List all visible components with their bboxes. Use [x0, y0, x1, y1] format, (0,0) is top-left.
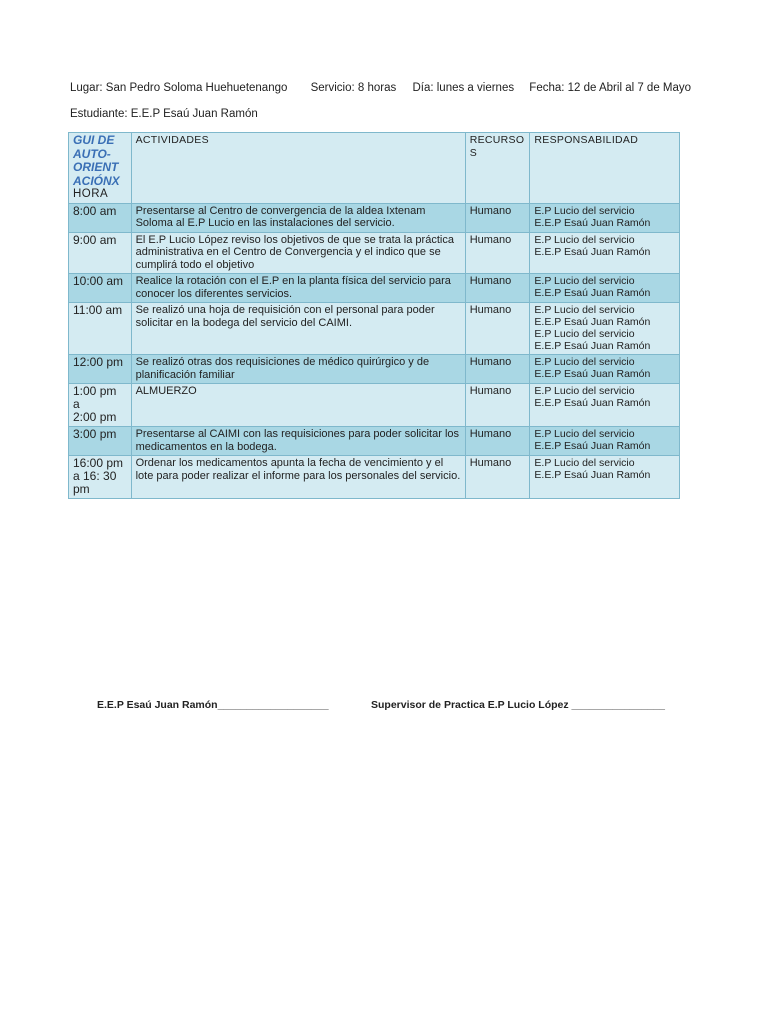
- schedule-table: [68, 132, 680, 499]
- responsabilidad-column-header: RESPONSABILIDAD: [530, 133, 680, 204]
- hora-cell: 10:00 am: [69, 274, 132, 303]
- recurso-cell: Humano: [465, 303, 530, 355]
- guide-title: GUI DE AUTO- ORIENT ACIÓNX: [73, 133, 120, 188]
- table-row: [69, 232, 680, 274]
- header-info-line: [70, 82, 691, 94]
- recursos-column-header: RECURSO S: [465, 133, 530, 204]
- responsabilidad-cell: E.P Lucio del servicio E.E.P Esaú Juan Ramón: [530, 203, 680, 232]
- actividad-cell: ALMUERZO: [131, 384, 465, 427]
- actividad-cell: Realice la rotación con el E.P en la planta física del servicio para conocer los diferentes servicios.: [131, 274, 465, 303]
- fecha-text: Fecha: 12 de Abril al 7 de Mayo: [529, 82, 692, 94]
- recurso-cell: Humano: [465, 203, 530, 232]
- recurso-cell: Humano: [465, 456, 530, 499]
- table-row: [69, 203, 680, 232]
- recurso-cell: Humano: [465, 427, 530, 456]
- table-row: [69, 456, 680, 499]
- responsabilidad-cell: E.P Lucio del servicio E.E.P Esaú Juan Ramón: [530, 456, 680, 499]
- recurso-cell: Humano: [465, 274, 530, 303]
- hora-cell: 9:00 am: [69, 232, 132, 274]
- hora-cell: 11:00 am: [69, 303, 132, 355]
- recurso-cell: Humano: [465, 355, 530, 384]
- table-row: [69, 384, 680, 427]
- actividad-cell: Se realizó una hoja de requisición con el personal para poder solicitar en la bodega del servicio del CAIMI.: [131, 303, 465, 355]
- responsabilidad-cell: E.P Lucio del servicio E.E.P Esaú Juan Ramón: [530, 427, 680, 456]
- actividad-cell: Ordenar los medicamentos apunta la fecha de vencimiento y el lote para poder realizar el informe para los personales del servicio.: [131, 456, 465, 499]
- table-header-row: [69, 133, 680, 204]
- responsabilidad-cell: E.P Lucio del servicio E.E.P Esaú Juan Ramón: [530, 355, 680, 384]
- responsabilidad-cell: E.P Lucio del servicio E.E.P Esaú Juan Ramón: [530, 384, 680, 427]
- hora-label: HORA: [73, 188, 109, 200]
- hora-cell: 1:00 pm a 2:00 pm: [69, 384, 132, 427]
- hora-cell: 12:00 pm: [69, 355, 132, 384]
- table-row: [69, 303, 680, 355]
- responsabilidad-cell: E.P Lucio del servicio E.E.P Esaú Juan Ramón: [530, 274, 680, 303]
- hora-cell: 16:00 pm a 16: 30 pm: [69, 456, 132, 499]
- hora-cell: 3:00 pm: [69, 427, 132, 456]
- lugar-text: Lugar: San Pedro Soloma Huehuetenango: [70, 82, 288, 94]
- hora-column-header: [69, 133, 132, 204]
- servicio-text: Servicio: 8 horas: [310, 82, 397, 94]
- estudiante-text: Estudiante: E.E.P Esaú Juan Ramón: [70, 108, 258, 120]
- actividad-cell: Se realizó otras dos requisiciones de médico quirúrgico y de planificación familiar: [131, 355, 465, 384]
- actividades-column-header: ACTIVIDADES: [131, 133, 465, 204]
- recurso-cell: Humano: [465, 384, 530, 427]
- actividad-cell: El E.P Lucio López reviso los objetivos de que se trata la práctica administrativa en el Centro de Convergencia y el indico que se cumplirá todo el objetivo: [131, 232, 465, 274]
- responsabilidad-cell: E.P Lucio del servicio E.E.P Esaú Juan Ramón E.P Lucio del servicio E.E.P Esaú Juan Ramón: [530, 303, 680, 355]
- actividad-cell: Presentarse al Centro de convergencia de la aldea Ixtenam Soloma al E.P Lucio en las instalaciones del servicio.: [131, 203, 465, 232]
- table-row: [69, 427, 680, 456]
- supervisor-signature-line: Supervisor de Practica E.P Lucio López ________________: [371, 699, 665, 711]
- hora-cell: 8:00 am: [69, 203, 132, 232]
- responsabilidad-cell: E.P Lucio del servicio E.E.P Esaú Juan Ramón: [530, 232, 680, 274]
- recurso-cell: Humano: [465, 232, 530, 274]
- table-row: [69, 274, 680, 303]
- actividad-cell: Presentarse al CAIMI con las requisiciones para poder solicitar los medicamentos en la bodega.: [131, 427, 465, 456]
- student-signature-line: E.E.P Esaú Juan Ramón___________________: [97, 699, 329, 711]
- dia-text: Día: lunes a viernes: [412, 82, 515, 94]
- table-row: [69, 355, 680, 384]
